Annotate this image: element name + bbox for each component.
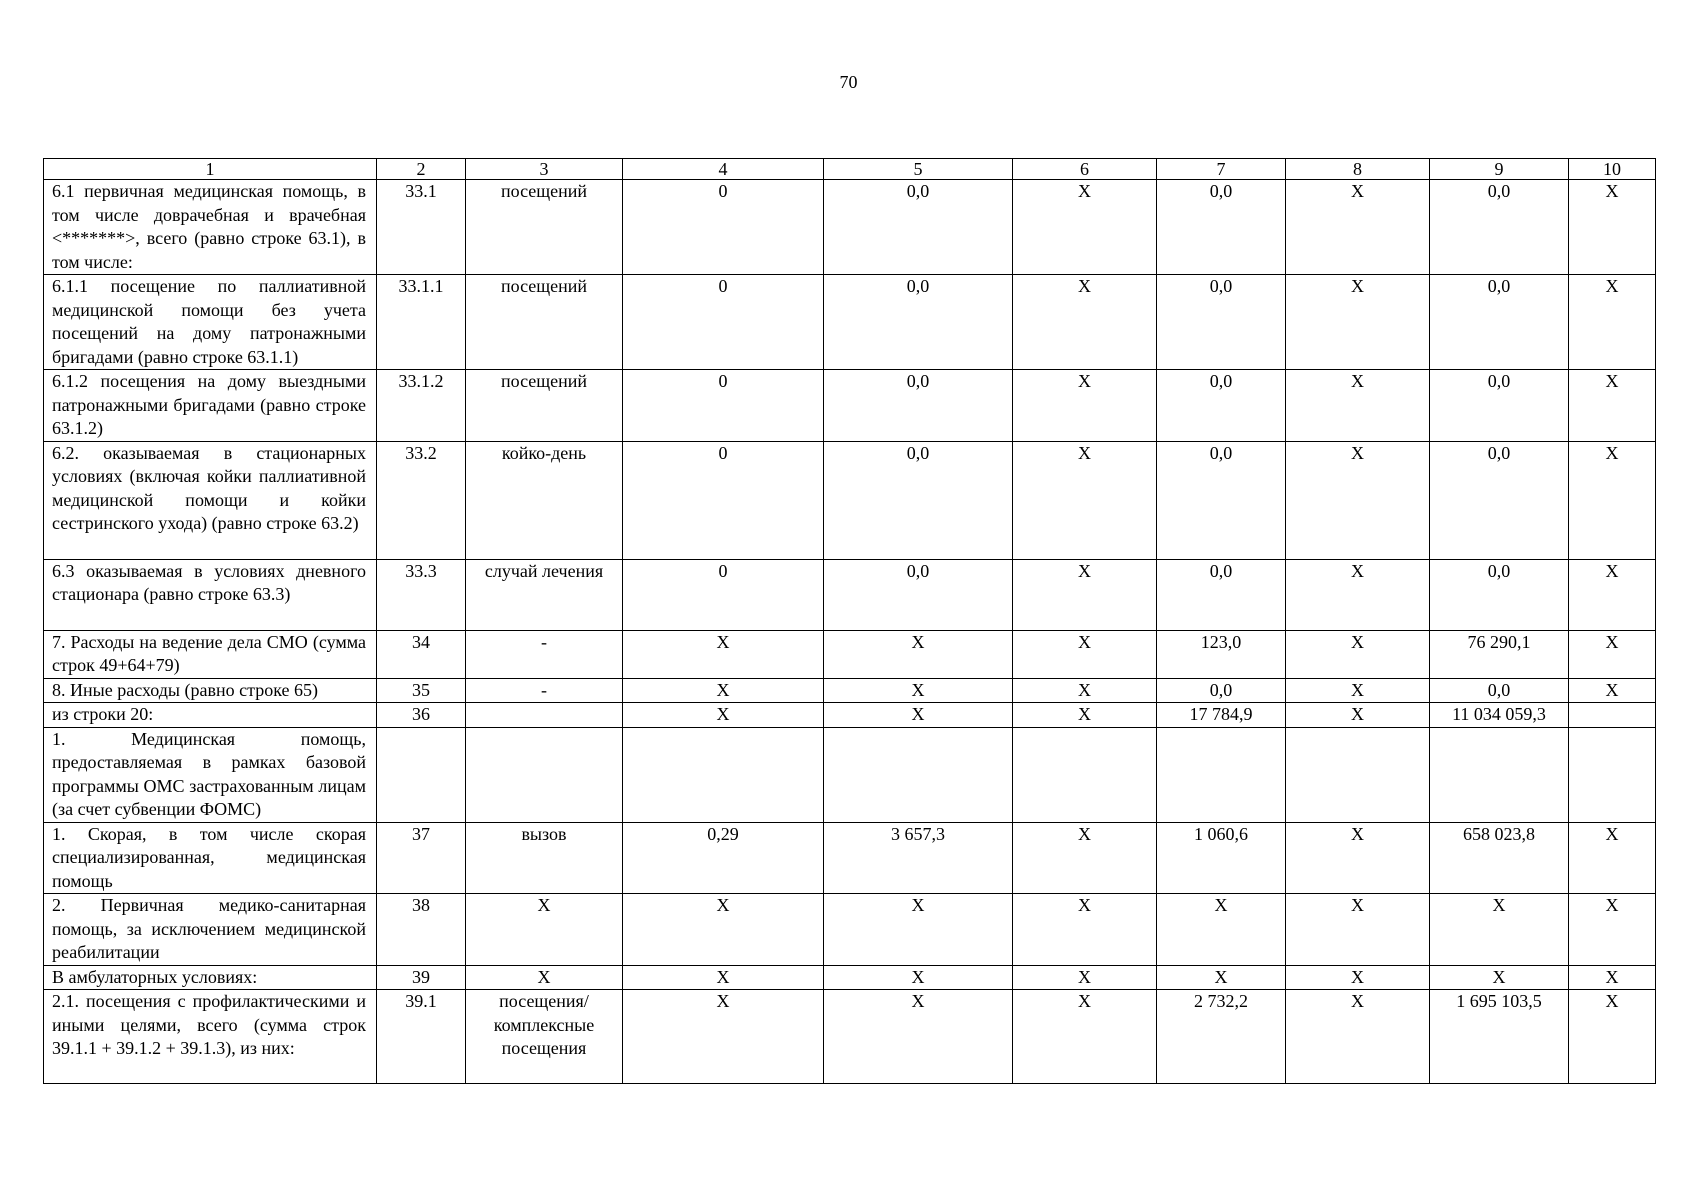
table-cell: 39 (377, 965, 466, 990)
table-cell: - (466, 630, 623, 678)
table-cell: 0,29 (623, 822, 824, 894)
table-cell: 39.1 (377, 990, 466, 1084)
table-cell: 36 (377, 703, 466, 728)
table-row (44, 275, 1656, 370)
table-cell: X (1286, 965, 1430, 990)
table-cell: X (623, 965, 824, 990)
table-cell: X (1569, 990, 1656, 1084)
table-cell: 0,0 (824, 180, 1013, 275)
table-cell: X (1286, 703, 1430, 728)
table-cell: X (1569, 630, 1656, 678)
table-row (44, 441, 1656, 559)
table-cell: X (1013, 822, 1157, 894)
table-cell: X (1286, 678, 1430, 703)
table-cell: 0,0 (824, 441, 1013, 559)
table-cell: 0 (623, 370, 824, 442)
table-cell (1569, 727, 1656, 822)
table-cell: X (1013, 703, 1157, 728)
row-label-cell: 6.3 оказываемая в условиях дневного стационара (равно строке 63.3) (44, 559, 377, 630)
table-cell: X (1569, 678, 1656, 703)
header-cell: 6 (1013, 159, 1157, 180)
table-cell: X (466, 894, 623, 966)
table-row (44, 370, 1656, 442)
page-number: 70 (839, 72, 858, 92)
table-row (44, 965, 1656, 990)
table-cell: посещений (466, 275, 623, 370)
table-cell: 0,0 (1157, 370, 1286, 442)
table-cell: 0,0 (1430, 370, 1569, 442)
table-cell: X (1569, 965, 1656, 990)
table-cell: X (1569, 894, 1656, 966)
table-cell (1569, 703, 1656, 728)
table-cell: X (824, 703, 1013, 728)
table-cell: X (1430, 894, 1569, 966)
table-cell: X (623, 703, 824, 728)
table-cell: 0,0 (1430, 678, 1569, 703)
table-row (44, 822, 1656, 894)
header-cell: 9 (1430, 159, 1569, 180)
table-cell: 33.1.1 (377, 275, 466, 370)
table-cell: 11 034 059,3 (1430, 703, 1569, 728)
table-cell: X (824, 990, 1013, 1084)
header-cell: 4 (623, 159, 824, 180)
table-cell: посещения/ комплексные посещения (466, 990, 623, 1084)
header-cell: 2 (377, 159, 466, 180)
table-cell: X (1157, 965, 1286, 990)
table-cell (1013, 727, 1157, 822)
row-label-cell: 6.1 первичная медицинская помощь, в том числе доврачебная и врачебная <*******>, всего (равно строке 63.1), в том числе: (44, 180, 377, 275)
table-cell: X (1286, 894, 1430, 966)
row-label-cell: 6.1.1 посещение по паллиативной медицинской помощи без учета посещений на дому патронажными бригадами (равно строке 63.1.1) (44, 275, 377, 370)
table-cell: 0,0 (1430, 559, 1569, 630)
table-cell: X (1569, 559, 1656, 630)
row-label-cell: В амбулаторных условиях: (44, 965, 377, 990)
table-cell: X (1286, 822, 1430, 894)
table-cell: X (824, 630, 1013, 678)
table-cell (623, 727, 824, 822)
table-cell (466, 703, 623, 728)
row-label-cell: 1. Скорая, в том числе скорая специализированная, медицинская помощь (44, 822, 377, 894)
table-cell: 33.1 (377, 180, 466, 275)
table-cell: 38 (377, 894, 466, 966)
header-cell: 10 (1569, 159, 1656, 180)
table-cell: X (1569, 370, 1656, 442)
table-cell: 0,0 (824, 559, 1013, 630)
header-cell: 8 (1286, 159, 1430, 180)
table-cell: 1 060,6 (1157, 822, 1286, 894)
table-cell: X (1013, 559, 1157, 630)
table-cell: X (1286, 441, 1430, 559)
table-cell: X (466, 965, 623, 990)
table-cell: X (1013, 441, 1157, 559)
row-label-cell: 8. Иные расходы (равно строке 65) (44, 678, 377, 703)
table-cell: X (1013, 370, 1157, 442)
table-cell: 76 290,1 (1430, 630, 1569, 678)
table-cell: посещений (466, 370, 623, 442)
table-cell: X (1013, 894, 1157, 966)
table-cell: 0 (623, 441, 824, 559)
table-cell: X (1569, 822, 1656, 894)
table-cell: 35 (377, 678, 466, 703)
table-cell (1430, 727, 1569, 822)
table-cell: 0,0 (824, 275, 1013, 370)
table-cell: X (1013, 990, 1157, 1084)
table-cell: X (824, 678, 1013, 703)
table-cell (377, 727, 466, 822)
table-cell: 0,0 (1157, 678, 1286, 703)
row-label-cell: 2.1. посещения с профилактическими и иными целями, всего (сумма строк 39.1.1 + 39.1.2 + 39.1.3), из них: (44, 990, 377, 1084)
table-cell: 0,0 (1430, 441, 1569, 559)
table-cell: 2 732,2 (1157, 990, 1286, 1084)
header-cell: 3 (466, 159, 623, 180)
data-table (43, 158, 1656, 1084)
table-row (44, 678, 1656, 703)
table-cell: X (623, 894, 824, 966)
table-row (44, 559, 1656, 630)
table-cell: 0 (623, 180, 824, 275)
header-cell: 1 (44, 159, 377, 180)
table-row (44, 180, 1656, 275)
table-row (44, 990, 1656, 1084)
table-cell: X (1569, 275, 1656, 370)
table-cell: X (623, 990, 824, 1084)
table-cell: X (623, 678, 824, 703)
table-cell: 658 023,8 (1430, 822, 1569, 894)
table-cell: X (1430, 965, 1569, 990)
table-cell: X (1286, 180, 1430, 275)
table-row (44, 727, 1656, 822)
table-cell: X (1013, 275, 1157, 370)
table-row (44, 630, 1656, 678)
table-cell: X (1286, 630, 1430, 678)
table-header-row (44, 159, 1656, 180)
table-cell: 0,0 (1430, 180, 1569, 275)
table-cell: 3 657,3 (824, 822, 1013, 894)
table-cell: 33.2 (377, 441, 466, 559)
table-cell: X (1569, 441, 1656, 559)
table-cell: 123,0 (1157, 630, 1286, 678)
table-cell: 0 (623, 559, 824, 630)
table-cell: 1 695 103,5 (1430, 990, 1569, 1084)
table-cell: X (1013, 678, 1157, 703)
table-cell: X (1286, 990, 1430, 1084)
table-cell (1157, 727, 1286, 822)
row-label-cell: 6.2. оказываемая в стационарных условиях (включая койки паллиативной медицинской помощи и койки сестринского ухода) (равно строке 63.2) (44, 441, 377, 559)
table-cell: 0,0 (1430, 275, 1569, 370)
table-row (44, 894, 1656, 966)
table-cell: X (1286, 275, 1430, 370)
table-cell: 0,0 (1157, 275, 1286, 370)
table-cell: X (1013, 630, 1157, 678)
row-label-cell: 1. Медицинская помощь, предоставляемая в рамках базовой программы ОМС застрахованным лицам (за счет субвенции ФОМС) (44, 727, 377, 822)
table-cell: X (1569, 180, 1656, 275)
table-cell: койко-день (466, 441, 623, 559)
table-cell: X (1013, 965, 1157, 990)
table-cell: 33.1.2 (377, 370, 466, 442)
row-label-cell: 7. Расходы на ведение дела СМО (сумма строк 49+64+79) (44, 630, 377, 678)
row-label-cell: 2. Первичная медико-санитарная помощь, за исключением медицинской реабилитации (44, 894, 377, 966)
table-cell: 33.3 (377, 559, 466, 630)
table-cell: 17 784,9 (1157, 703, 1286, 728)
table-cell: 0 (623, 275, 824, 370)
table-cell: вызов (466, 822, 623, 894)
table-cell: 0,0 (1157, 441, 1286, 559)
table-cell (1286, 727, 1430, 822)
table-cell: X (824, 965, 1013, 990)
table-cell: случай лечения (466, 559, 623, 630)
table-cell: X (1157, 894, 1286, 966)
table-cell: 0,0 (824, 370, 1013, 442)
table-cell: X (1013, 180, 1157, 275)
table-cell: 0,0 (1157, 559, 1286, 630)
table-cell (466, 727, 623, 822)
header-cell: 5 (824, 159, 1013, 180)
row-label-cell: 6.1.2 посещения на дому выездными патронажными бригадами (равно строке 63.1.2) (44, 370, 377, 442)
table-cell: X (1286, 370, 1430, 442)
table-cell: - (466, 678, 623, 703)
table-cell: 34 (377, 630, 466, 678)
table-cell (824, 727, 1013, 822)
table-cell: X (824, 894, 1013, 966)
table-row (44, 703, 1656, 728)
table-cell: X (623, 630, 824, 678)
table-cell: 0,0 (1157, 180, 1286, 275)
row-label-cell: из строки 20: (44, 703, 377, 728)
table-cell: 37 (377, 822, 466, 894)
table-cell: X (1286, 559, 1430, 630)
table-cell: посещений (466, 180, 623, 275)
header-cell: 7 (1157, 159, 1286, 180)
